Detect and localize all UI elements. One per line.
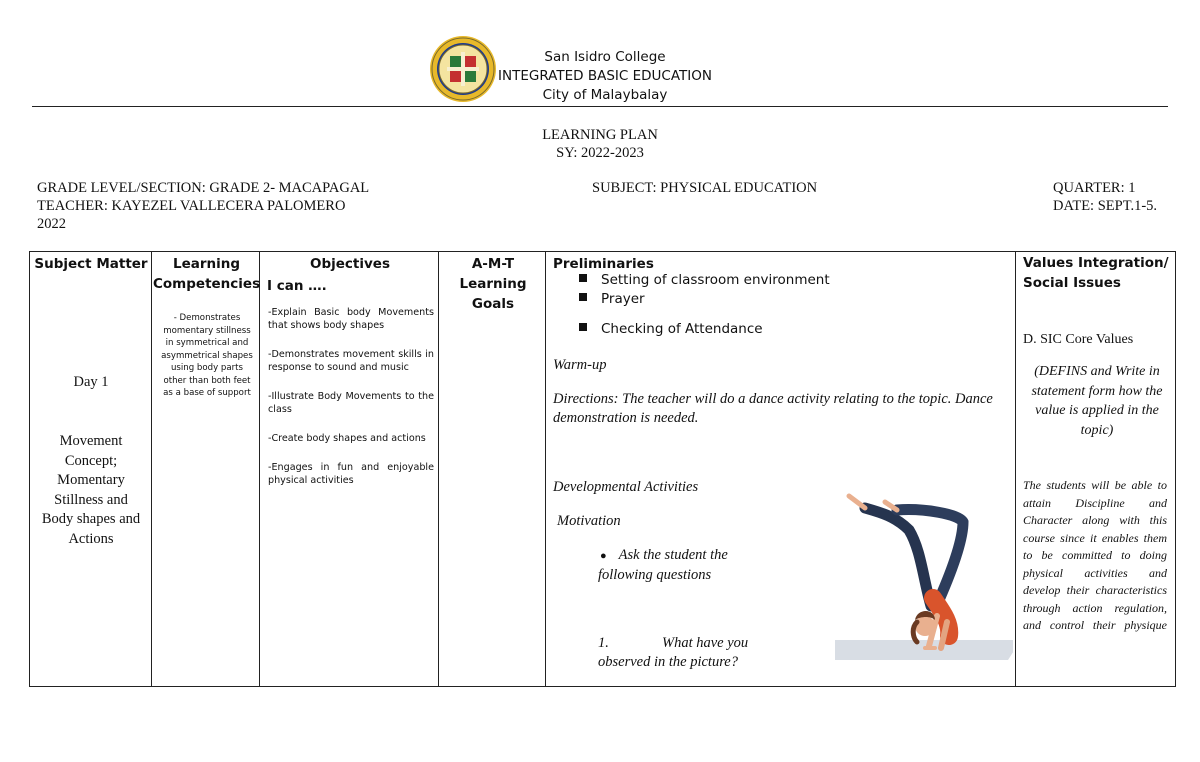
day-label: Day 1 [73,374,109,390]
quarter-label: QUARTER: 1 [1053,180,1136,196]
objective-item: -Explain Basic body Movements that shows body shapes [268,307,434,331]
city-name: City of Malaybalay [542,87,668,103]
amt-header [440,252,546,314]
competencies-column [153,252,260,686]
core-values-heading: D. SIC Core Values [1023,332,1134,347]
header-divider [32,106,1168,107]
amt-goals-column [440,252,546,686]
amt-header-line: Learning [459,276,527,292]
values-header-line: Social Issues [1023,275,1121,291]
preliminary-item [579,291,645,307]
subject-matter-column [30,252,152,686]
question-text: What have you observed in the picture? [598,635,749,670]
school-header [480,48,730,105]
objective-item: -Demonstrates movement skills in response to sound and music [268,349,434,373]
plan-title [0,126,1200,162]
subject-label: SUBJECT: PHYSICAL EDUCATION [592,180,818,196]
competency-text: - Demonstrates momentary stillness in symmetrical and asymmetrical shapes using body parts other than both feet as a base of support [161,313,253,398]
school-name: San Isidro College [544,49,666,65]
core-values-instruction: (DEFINS and Write in statement form how the value is applied in the topic) [1031,364,1163,438]
motivation-question [598,634,798,672]
square-bullet-icon [579,274,587,282]
lesson-topic: Movement Concept; Momentary Stillness and Body shapes and Actions [41,433,141,547]
square-bullet-icon [579,293,587,301]
competencies-header [153,252,260,294]
square-bullet-icon [579,323,587,331]
values-integration-text: The students will be able to attain Discipline and Character along with this course since it enables them to be committed to doing physical activities and develop their characteristics through action regulation, and control their physique [1023,478,1167,632]
competencies-header-line: Competencies [153,276,260,292]
preliminary-item [579,272,830,288]
bullet-icon: ● [600,550,607,562]
preliminaries-column [547,252,1016,686]
question-number: 1. [598,635,609,651]
preliminary-item [579,321,763,337]
school-year: SY: 2022-2023 [556,145,644,161]
preliminary-label: Checking of Attendance [601,321,763,337]
motivation-instruction [598,546,778,585]
objectives-header: Objectives [310,256,390,272]
objective-item: -Illustrate Body Movements to the class [268,391,434,415]
developmental-heading: Developmental Activities [553,479,699,495]
teacher-name: TEACHER: KAYEZEL VALLECERA PALOMERO [37,198,346,214]
amt-header-line: Goals [471,296,515,312]
amt-header-line: A-M-T [471,256,515,272]
objective-item: -Engages in fun and enjoyable physical activities [268,462,434,486]
competencies-header-line: Learning [172,256,241,272]
warmup-directions: Directions: The teacher will do a dance activity relating to the topic. Dance demonstration is needed. [553,391,993,426]
objectives-subheader: I can …. [267,278,327,294]
values-header-line: Values Integration/ [1023,255,1169,271]
values-header [1017,252,1175,293]
department-name: INTEGRATED BASIC EDUCATION [498,68,712,84]
subject-matter-header: Subject Matter [34,256,148,272]
objectives-list [268,306,434,503]
preliminaries-header: Preliminaries [553,256,654,272]
grade-section: GRADE LEVEL/SECTION: GRADE 2- MACAPAGAL [37,180,370,196]
date-label: DATE: SEPT.1-5. [1053,198,1158,214]
values-column [1017,252,1175,686]
teacher-year: 2022 [37,216,66,232]
motivation-instruction-text: Ask the student the following questions [598,547,728,583]
gymnast-handstand-illustration [813,488,1013,686]
preliminary-label: Prayer [601,291,645,307]
learning-plan-table [29,251,1176,687]
plan-title-line: LEARNING PLAN [542,127,658,143]
objective-item: -Create body shapes and actions [268,433,426,444]
preliminary-label: Setting of classroom environment [601,272,830,288]
warmup-heading: Warm-up [553,357,607,373]
objectives-column [261,252,439,686]
motivation-heading: Motivation [557,513,621,529]
